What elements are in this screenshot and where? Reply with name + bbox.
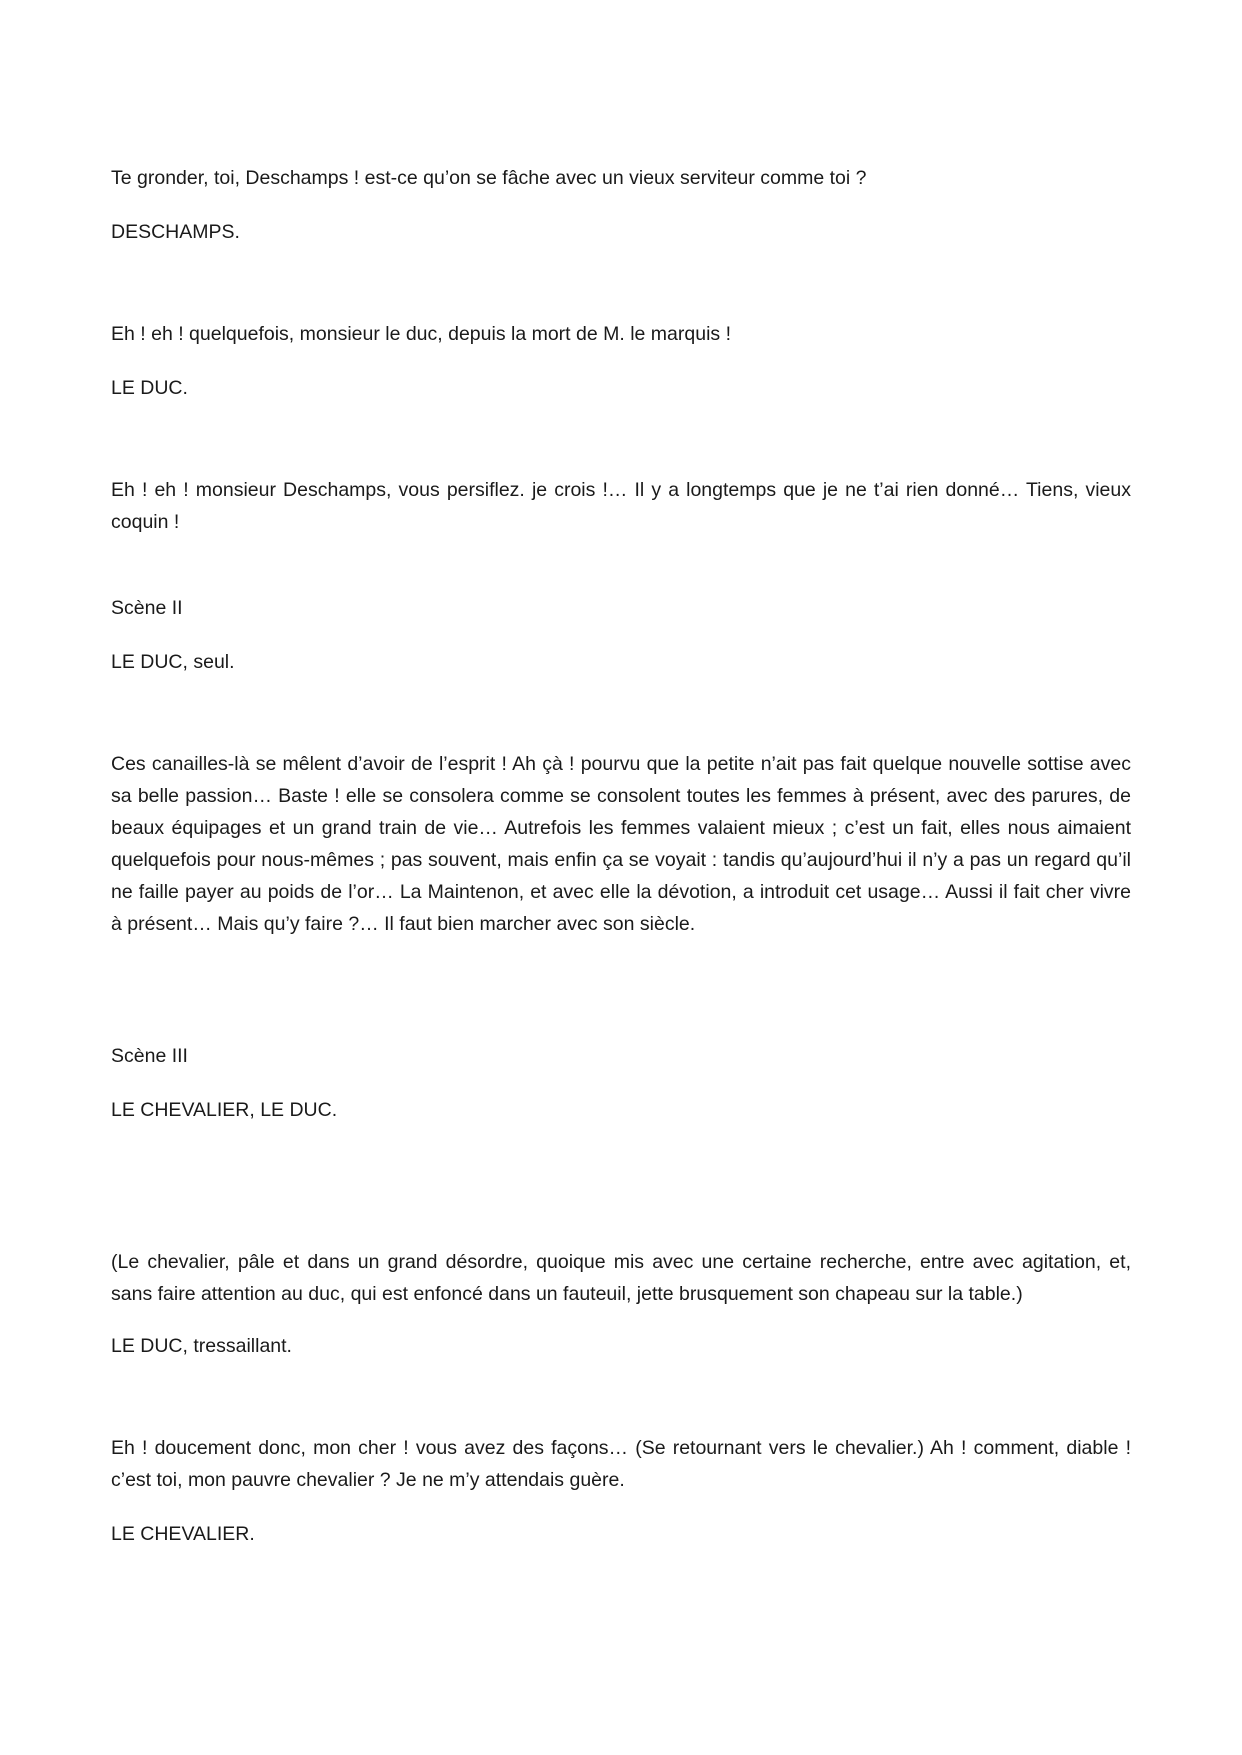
dialogue-line: Eh ! eh ! monsieur Deschamps, vous persiflez. je crois !… Il y a longtemps que je ne t’ai rien donné… Tiens, vieux coquin ! <box>111 479 1131 533</box>
stage-direction: (Le chevalier, pâle et dans un grand désordre, quoique mis avec une certaine recherche, entre avec agitation, et, sans faire attention au duc, qui est enfoncé dans un fauteuil, jette brusquement son chapeau sur la table.) <box>111 1251 1131 1305</box>
speaker-name: LE DUC, tressaillant. <box>111 1335 292 1357</box>
scene-heading: Scène II <box>111 597 183 619</box>
dialogue-line: Te gronder, toi, Deschamps ! est-ce qu’on se fâche avec un vieux serviteur comme toi ? <box>111 167 867 189</box>
speaker-name: LE DUC. <box>111 377 188 399</box>
dialogue-line: Eh ! eh ! quelquefois, monsieur le duc, depuis la mort de M. le marquis ! <box>111 323 731 345</box>
speaker-name: LE CHEVALIER. <box>111 1523 255 1545</box>
monologue-paragraph: Ces canailles-là se mêlent d’avoir de l’esprit ! Ah çà ! pourvu que la petite n’ait pas fait quelque nouvelle sottise avec sa belle passion… Baste ! elle se consolera comme se consolent toutes les femmes à présent, avec des parures, de beaux équipages et un grand train de vie… Autrefois les femmes valaient mieux ; c’est un fait, elles nous aimaient quelquefois pour nous-mêmes ; pas souvent, mais enfin ça se voyait : tandis qu’aujourd’hui il n’y a pas un regard qu’il ne faille payer au poids de l’or… La Maintenon, et avec elle la dévotion, a introduit cet usage… Aussi il fait cher vivre à présent… Mais qu’y faire ?… Il faut bien marcher avec son siècle. <box>111 753 1131 935</box>
speaker-name: LE DUC, seul. <box>111 651 235 673</box>
dialogue-line: Eh ! doucement donc, mon cher ! vous avez des façons… (Se retournant vers le chevalier.) Ah ! comment, diable ! c’est toi, mon pauvre chevalier ? Je ne m’y attendais guère. <box>111 1437 1131 1491</box>
speaker-name: DESCHAMPS. <box>111 221 240 243</box>
scene-heading: Scène III <box>111 1045 188 1067</box>
character-list: LE CHEVALIER, LE DUC. <box>111 1099 338 1121</box>
